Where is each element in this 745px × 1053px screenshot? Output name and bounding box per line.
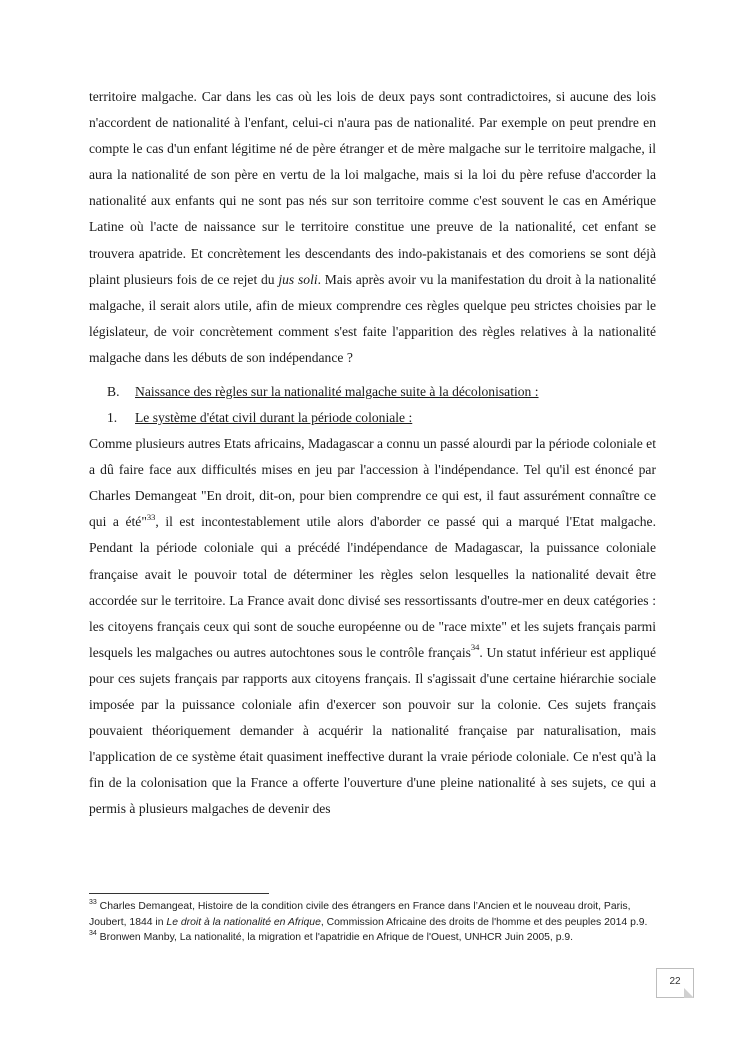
footnote-separator xyxy=(89,893,269,894)
page-fold-corner xyxy=(684,988,694,998)
footnote-ref-33[interactable]: 33 xyxy=(146,511,156,522)
footnote-33-number: 33 xyxy=(89,898,97,906)
paragraph-1-italic: jus soli xyxy=(278,271,318,287)
paragraph-1 xyxy=(89,84,656,371)
paragraph-2-text-b: , il est incontestablement utile alors d'aborder ce passé qui a marqué l'Etat malgache. Pendant la période coloniale qui a précédé l'indépendance de Madagascar, la puissance coloniale française avait le pouvoir total de déterminer les règles selon lesquelles la nationalité devait être accordée sur le territoire. La France avait donc divisé ses ressortissants d'outre-mer en deux catégories : les citoyens français ceux qui sont de souche européenne ou de "race mixte" et les sujets français parmi lesquels les malgaches ou autres autochtones sous le contrôle français xyxy=(89,514,656,660)
page-number: 22 xyxy=(669,976,681,987)
section-heading-1-number: 1. xyxy=(107,410,118,426)
footnote-33-italic: Le droit à la nationalité en Afrique xyxy=(166,916,321,928)
section-heading-b xyxy=(89,379,656,405)
footnote-34 xyxy=(89,930,661,946)
page-number-box xyxy=(656,968,694,998)
footnotes xyxy=(89,899,661,946)
paragraph-1-text-b: . Mais après avoir vu la manifestation du droit à la nationalité malgache, il serait alors utile, afin de mieux comprendre ces règles quelque peu strictes choisies par le législateur, de voir concrètement comment s'est faite l'apparition des règles relatives à la nationalité malgache dans les débuts de son indépendance ? xyxy=(89,271,656,365)
paragraph-2-text-c: . Un statut inférieur est appliqué pour ces sujets français par rapports aux citoyens français. Il s'agissait d'une certaine hiérarchie sociale imposée par la puissance coloniale afin d'exercer son pouvoir sur la colonie. Ces sujets français pouvaient théoriquement demander à acquérir la nationalité française par naturalisation, mais l'application de ce système était quasiment ineffective durant la vraie période coloniale. Ce n'est qu'à la fin de la colonisation que la France a offerte l'ouverture d'une pleine nationalité à ses sujets, ce qui a permis à plusieurs malgaches de devenir des xyxy=(89,644,656,817)
section-heading-1-title: Le système d'état civil durant la période coloniale : xyxy=(135,410,413,426)
section-heading-b-number: B. xyxy=(107,384,120,400)
footnote-33 xyxy=(89,899,661,930)
paragraph-1-text-a: territoire malgache. Car dans les cas où les lois de deux pays sont contradictoires, si aucune des lois n'accordent de nationalité à l'enfant, celui-ci n'aura pas de nationalité. Par exemple on peut prendre en compte le cas d'un enfant légitime né de père étranger et de mère malgache sur le territoire malgache, il aura la nationalité de son père en vertu de la loi malgache, mais si la loi du père refuse d'accorder la nationalité aux enfants qui ne sont pas nés sur son territoire comme c'est souvent le cas en Amérique Latine où l'acte de naissance sur le territoire constitue une preuve de la nationalité, cet enfant se trouvera apatride. Et concrètement les descendants des indo-pakistanais et des comoriens se sont déjà plaint plusieurs fois de ce rejet du xyxy=(89,89,656,287)
footnote-33-text-b: , Commission Africaine des droits de l'homme et des peuples 2014 p.9. xyxy=(320,916,648,928)
footnote-34-text: Bronwen Manby, La nationalité, la migration et l'apatridie en Afrique de l'Ouest, UNHCR Juin 2005, p.9. xyxy=(96,932,574,944)
paragraph-2 xyxy=(89,431,656,822)
paragraph-2-text-a: Comme plusieurs autres Etats africains, Madagascar a connu un passé alourdi par la période coloniale et a dû faire face aux difficultés mises en jeu par l'accession à l'indépendance. Tel qu'il est énoncé par Charles Demangeat "En droit, dit-on, pour bien comprendre ce qui est, il faut assurément connaître ce qui a été" xyxy=(89,436,656,530)
footnote-33-text-a: Charles Demangeat, Histoire de la condition civile des étrangers en France dans l’Ancien et le nouveau droit, Paris, Joubert, 1844 in xyxy=(89,901,631,928)
section-heading-1 xyxy=(89,405,656,431)
footnote-ref-34[interactable]: 34 xyxy=(470,642,480,653)
section-heading-b-title: Naissance des règles sur la nationalité malgache suite à la décolonisation : xyxy=(135,384,539,400)
footnote-34-number: 34 xyxy=(89,929,97,937)
page-body xyxy=(89,84,656,822)
